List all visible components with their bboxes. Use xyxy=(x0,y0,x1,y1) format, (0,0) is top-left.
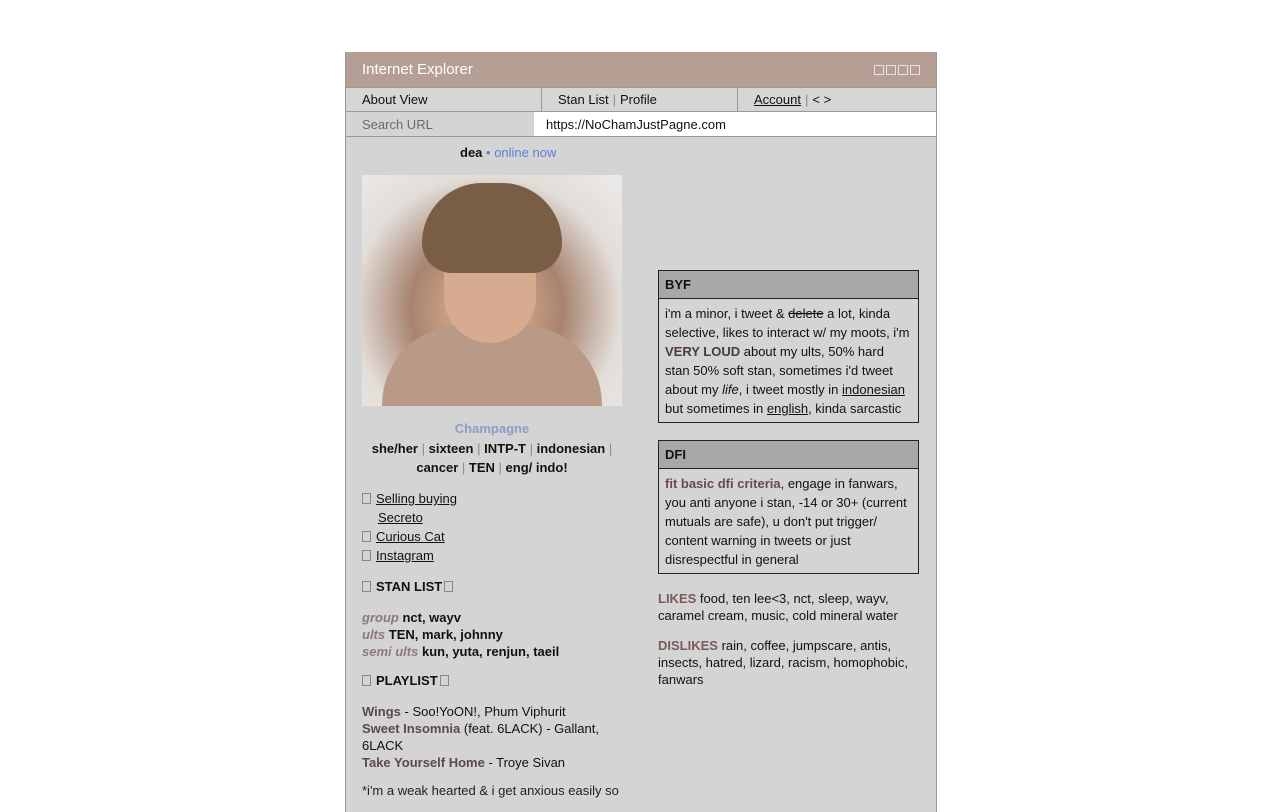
username: dea xyxy=(460,145,483,160)
stan-list-link[interactable]: Stan List xyxy=(558,92,609,107)
menu-cell-account xyxy=(738,88,934,111)
menu-cell-about xyxy=(346,88,542,111)
byf-heading: BYF xyxy=(659,271,918,299)
menu-separator: | xyxy=(612,92,616,107)
about-view-link[interactable]: About View xyxy=(362,92,428,107)
window-controls xyxy=(874,65,920,75)
url-label: Search URL xyxy=(362,116,433,132)
curious-cat-link[interactable]: Curious Cat xyxy=(376,529,445,544)
dislikes-text: rain, coffee, jumpscare, antis, insects, hatred, lizard, racism, homophobic, fanwars xyxy=(658,638,908,687)
profile-photo xyxy=(362,175,622,406)
close-icon[interactable] xyxy=(910,65,920,75)
menu-cell-stan xyxy=(542,88,738,111)
restore-icon[interactable] xyxy=(898,65,908,75)
semi-value: kun, yuta, renjun, taeil xyxy=(421,644,560,659)
song-item: Wings - Soo!YoON!, Phum Viphurit xyxy=(362,704,566,719)
title-bar xyxy=(346,52,936,87)
ults-label: ults xyxy=(362,627,386,642)
profile-tags: she/her | sixteen | INTP-T | indonesian | cancer | TEN | eng/ indo! xyxy=(371,441,613,475)
group-label: group xyxy=(362,610,399,625)
stan-list-heading: STAN LIST xyxy=(362,579,458,594)
heading-icon xyxy=(362,675,371,686)
semi-label: semi ults xyxy=(362,644,419,659)
profile-name: Champagne xyxy=(454,421,530,436)
stan-list xyxy=(362,609,559,660)
tag: indonesian xyxy=(536,441,606,456)
link-icon xyxy=(362,550,371,561)
likes-text: food, ten lee<3, nct, sleep, wayv, caramel cream, music, cold mineral water xyxy=(658,591,898,623)
dfi-body: fit basic dfi criteria, engage in fanwars, you anti anyone i stan, -14 or 30+ (current mutuals are safe), u don't put trigger/ content warning in tweets or just disrespectful in general xyxy=(665,476,907,567)
url-input[interactable] xyxy=(534,112,936,136)
browser-window xyxy=(345,52,937,812)
ults-value: TEN, mark, johnny xyxy=(388,627,503,642)
tag: TEN xyxy=(468,460,495,475)
dislikes-section xyxy=(658,637,919,688)
likes-section xyxy=(658,590,919,624)
note-text: *i'm a weak hearted & i get anxious easily so xyxy=(362,783,619,798)
byf-body: i'm a minor, i tweet & delete a lot, kinda selective, likes to interact w/ my moots, i'm VERY LOUD about my ults, 50% hard stan 50% soft stan, sometimes i'd tweet about my life, i tweet mostly in indonesian but sometimes in english, kinda sarcastic xyxy=(665,306,910,416)
playlist-heading: PLAYLIST xyxy=(362,673,454,688)
status-line xyxy=(460,145,556,160)
secreto-link[interactable]: Secreto xyxy=(378,510,423,525)
dfi-heading: DFI xyxy=(659,441,918,469)
song-item: Sweet Insomnia (feat. 6LACK) - Gallant, 6LACK xyxy=(362,721,599,753)
instagram-link[interactable]: Instagram xyxy=(376,548,434,563)
tag: cancer xyxy=(416,460,459,475)
heading-icon xyxy=(444,581,453,592)
link-icon xyxy=(362,531,371,542)
dislikes-label: DISLIKES xyxy=(658,638,718,653)
nav-arrows[interactable]: < > xyxy=(812,92,832,107)
menu-bar xyxy=(346,87,936,112)
links-list xyxy=(362,489,457,565)
account-link[interactable]: Account xyxy=(754,92,801,107)
tag: eng/ indo! xyxy=(505,460,568,475)
maximize-icon[interactable] xyxy=(886,65,896,75)
heading-icon xyxy=(362,581,371,592)
group-value: nct, wayv xyxy=(402,610,461,625)
tag: INTP-T xyxy=(484,441,526,456)
online-status: • online now xyxy=(486,145,557,160)
playlist xyxy=(362,703,622,771)
likes-label: LIKES xyxy=(658,591,697,606)
minimize-icon[interactable] xyxy=(874,65,884,75)
profile-link[interactable]: Profile xyxy=(619,92,657,107)
tag: she/her xyxy=(371,441,418,456)
dfi-card xyxy=(658,440,919,574)
url-bar xyxy=(346,112,936,137)
window-title: Internet Explorer xyxy=(362,61,473,78)
link-icon xyxy=(362,493,371,504)
tag: sixteen xyxy=(428,441,474,456)
song-item: Take Yourself Home - Troye Sivan xyxy=(362,755,566,770)
heading-icon xyxy=(440,675,449,686)
byf-card xyxy=(658,270,919,423)
menu-separator: | xyxy=(804,92,809,107)
selling-link[interactable]: Selling buying xyxy=(376,491,457,506)
